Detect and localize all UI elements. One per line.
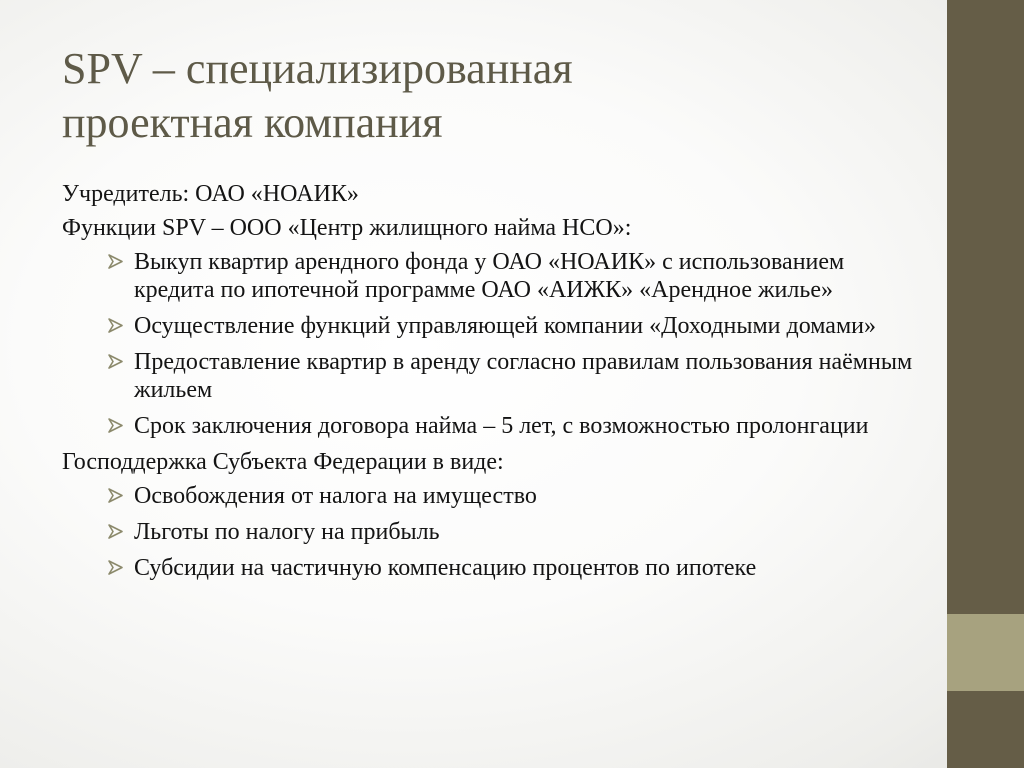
title-line-1: SPV – специализированная: [62, 44, 573, 93]
arrow-bullet-icon: [107, 523, 124, 540]
function-item-text: Осуществление функций управляющей компании «Доходными домами»: [134, 313, 876, 339]
list-item: [62, 518, 922, 546]
arrow-bullet-icon: [107, 253, 124, 270]
slide-title: [62, 42, 922, 150]
function-item-text: Предоставление квартир в аренду согласно правилам пользования наёмным жильем: [134, 349, 913, 403]
arrow-bullet-icon: [107, 353, 124, 370]
list-item: [62, 348, 922, 404]
side-decor-accent: [947, 614, 1024, 691]
list-item: [62, 482, 922, 510]
founder-text: Учредитель: ОАО «НОАИК»: [62, 181, 359, 207]
title-line-2: проектная компания: [62, 98, 443, 147]
function-item-text: Выкуп квартир арендного фонда у ОАО «НОАИК» с использованием кредита по ипотечной программе ОАО «АИЖК» «Арендное жилье»: [134, 249, 845, 303]
functions-heading: Функции SPV – ООО «Центр жилищного найма НСО»:: [62, 215, 632, 241]
slide-body: [62, 180, 922, 590]
support-item-text: Субсидии на частичную компенсацию процентов по ипотеке: [134, 555, 757, 581]
arrow-bullet-icon: [107, 487, 124, 504]
arrow-bullet-icon: [107, 417, 124, 434]
arrow-bullet-icon: [107, 559, 124, 576]
support-item-text: Льготы по налогу на прибыль: [134, 519, 440, 545]
function-item-text: Срок заключения договора найма – 5 лет, с возможностью пролонгации: [134, 413, 869, 439]
support-item-text: Освобождения от налога на имущество: [134, 483, 537, 509]
list-item: [62, 312, 922, 340]
list-item: [62, 248, 922, 304]
list-item: [62, 412, 922, 440]
support-heading: Господдержка Субъекта Федерации в виде:: [62, 449, 504, 475]
list-item: [62, 554, 922, 582]
arrow-bullet-icon: [107, 317, 124, 334]
